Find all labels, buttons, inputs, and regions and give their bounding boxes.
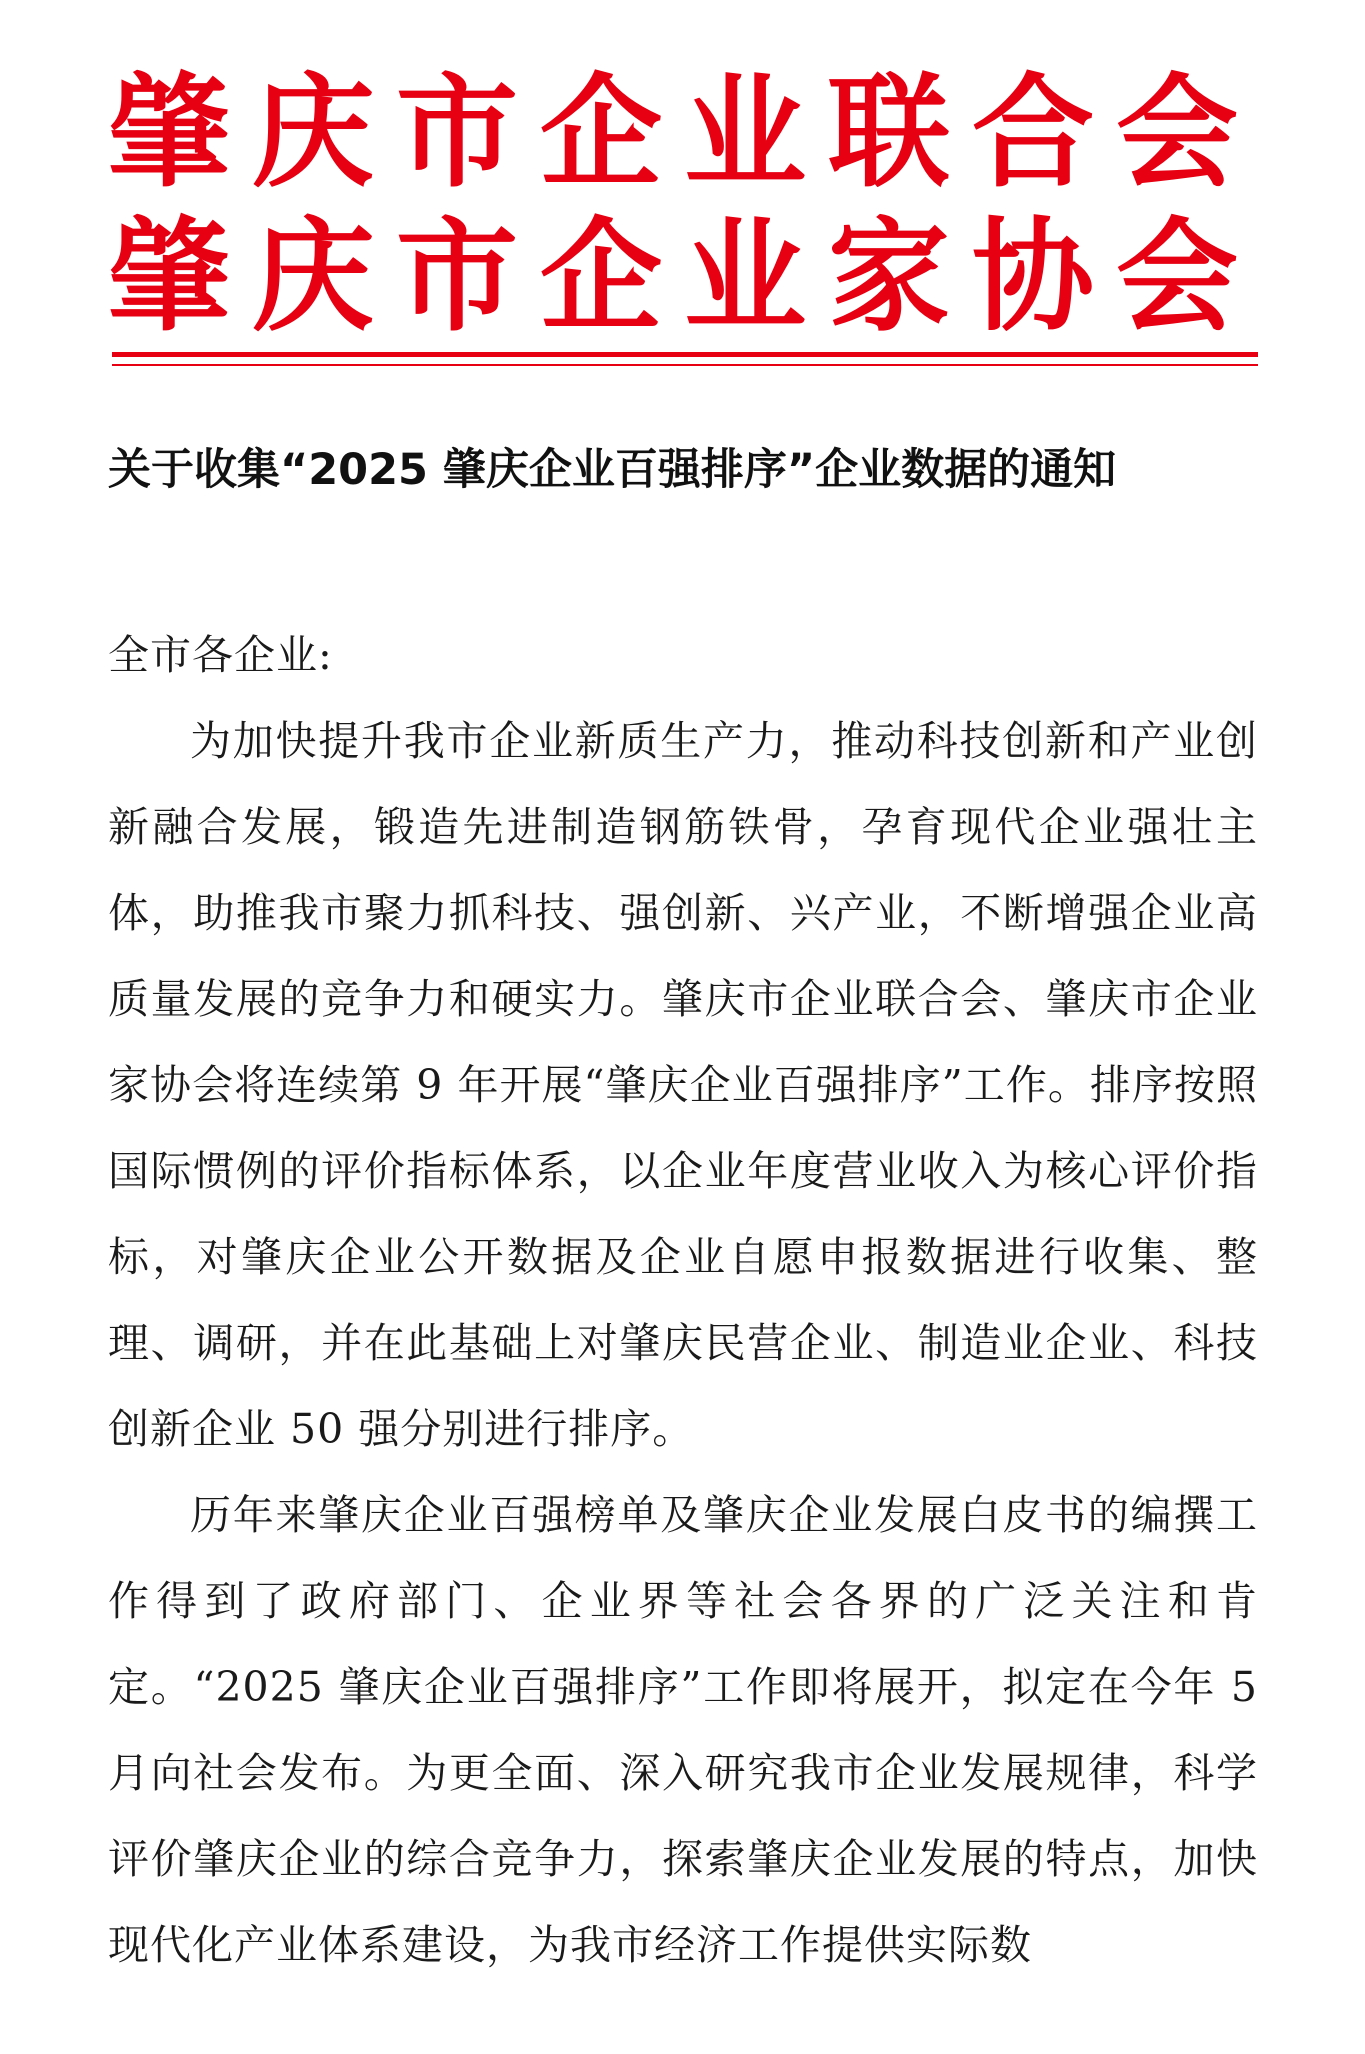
notice-title: 关于收集“2025 肇庆企业百强排序”企业数据的通知: [108, 445, 1117, 495]
salutation: 全市各企业:: [108, 631, 333, 679]
paragraph-1: 为加快提升我市企业新质生产力，推动科技创新和产业创新融合发展，锻造先进制造钢筋铁骨，孕育现代企业强壮主体，助推我市聚力抓科技、强创新、兴产业，不断增强企业高质量发展的竞争力和硬实力。肇庆市企业联合会、肇庆市企业家协会将连续第 9 年开展“肇庆企业百强排序”工作。排序按照国际惯例的评价指标体系，以企业年度营业收入为核心评价指标，对肇庆企业公开数据及企业自愿申报数据进行收集、整理、调研，并在此基础上对肇庆民营企业、制造业企业、科技创新企业 50 强分别进行排序。: [108, 717, 1258, 1453]
header-divider-thick: [112, 352, 1258, 357]
org-name-line-1: 肇庆市企业联合会: [108, 60, 1260, 204]
paragraph-2: 历年来肇庆企业百强榜单及肇庆企业发展白皮书的编撰工作得到了政府部门、企业界等社会各界的广泛关注和肯定。“2025 肇庆企业百强排序”工作即将展开，拟定在今年 5 月向社会发布。为更全面、深入研究我市企业发展规律，科学评价肇庆企业的综合竞争力，探索肇庆企业发展的特点，加快现代化产业体系建设，为我市经济工作提供实际数: [108, 1491, 1258, 1969]
org-name-line-2: 肇庆市企业家协会: [108, 204, 1260, 348]
header-divider-thin: [112, 364, 1258, 366]
